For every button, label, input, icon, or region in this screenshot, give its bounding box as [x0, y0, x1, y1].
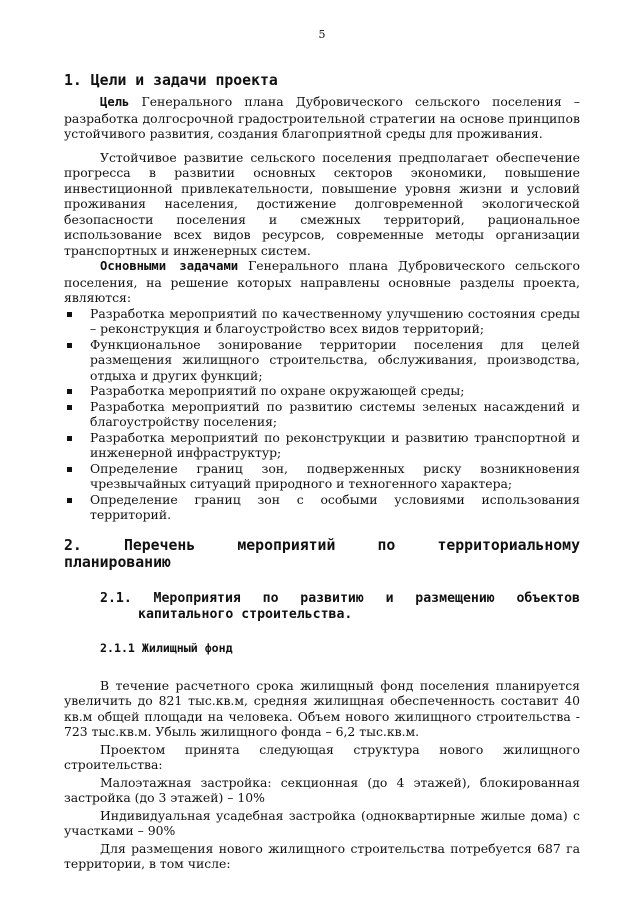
land-requirement-paragraph: Для размещения нового жилищного строительства потребуется 687 га территории, в том числе: [64, 840, 580, 871]
subsection-2-1-1-heading: 2.1.1 Жилищный фонд [100, 640, 233, 655]
sustainable-development-paragraph: Устойчивое развитие сельского поселения предполагает обеспечение прогресса в развитии основных секторов экономики, повышение инвестиционной привлекательности, повышение уровня жизни и условий проживания населения, достижение долговременной экологической безопасности поселения и смежных территорий, рациональное использование всех видов ресурсов, современные методы организации транспортных и инженерных систем. [64, 149, 580, 258]
subsection-2-1-heading: 2.1. Мероприятия по развитию и размещению объектов капитального строительства. [100, 590, 580, 622]
task-item: Разработка мероприятий по охране окружающей среды; [64, 383, 580, 399]
section-2-heading-line-2: планированию [64, 553, 171, 571]
task-item: Определение границ зон, подверженных риску возникновения чрезвычайных ситуаций природного и техногенного характера; [64, 461, 580, 492]
section-1-heading: 1. Цели и задачи проекта [64, 72, 278, 89]
task-item: Разработка мероприятий по развитию системы зеленых насаждений и благоустройству поселения; [64, 399, 580, 430]
housing-structure-paragraph: Проектом принята следующая структура нового жилищного строительства: [64, 741, 580, 772]
section-2-heading [64, 537, 580, 571]
page-number: 5 [318, 28, 326, 41]
goal-label: Цель [100, 95, 130, 109]
task-item: Разработка мероприятий по качественному улучшению состояния среды – реконструкция и благоустройство всех видов территорий; [64, 306, 580, 337]
low-rise-paragraph: Малоэтажная застройка: секционная (до 4 этажей), блокированная застройка (до 3 этажей) – 10% [64, 774, 580, 805]
tasks-intro-paragraph [64, 258, 580, 306]
tasks-label: Основными задачами [100, 259, 239, 273]
tasks-intro-text: Генерального плана Дубровического сельского поселения, на решение которых направлены основные разделы проекта, являются: [64, 258, 580, 305]
housing-paragraph: В течение расчетного срока жилищный фонд поселения планируется увеличить до 821 тыс.кв.м, средняя жилищная обеспеченность составит 40 кв.м общей площади на человека. Объем нового жилищного строительства - 723 тыс.кв.м. Убыль жилищного фонда – 6,2 тыс.кв.м. [64, 677, 580, 739]
task-item: Определение границ зон с особыми условиями использования территорий. [64, 492, 580, 523]
document-page [64, 0, 580, 905]
tasks-list [64, 306, 580, 523]
goal-text: Генерального плана Дубровического сельского поселения – разработка долгосрочной градостроительной стратегии на основе принципов устойчивого развития, создания благоприятной среды для проживания. [64, 94, 580, 141]
task-item: Разработка мероприятий по реконструкции и развитию транспортной и инженерной инфраструктур; [64, 430, 580, 461]
individual-housing-paragraph: Индивидуальная усадебная застройка (одноквартирные жилые дома) с участками – 90% [64, 807, 580, 838]
section-2-heading-line-1: 2. Перечень мероприятий по территориальному [64, 536, 580, 554]
page-content [64, 72, 580, 872]
goal-paragraph [64, 94, 580, 142]
task-item: Функциональное зонирование территории поселения для целей размещения жилищного строительства, обслуживания, производства, отдыха и других функций; [64, 337, 580, 384]
